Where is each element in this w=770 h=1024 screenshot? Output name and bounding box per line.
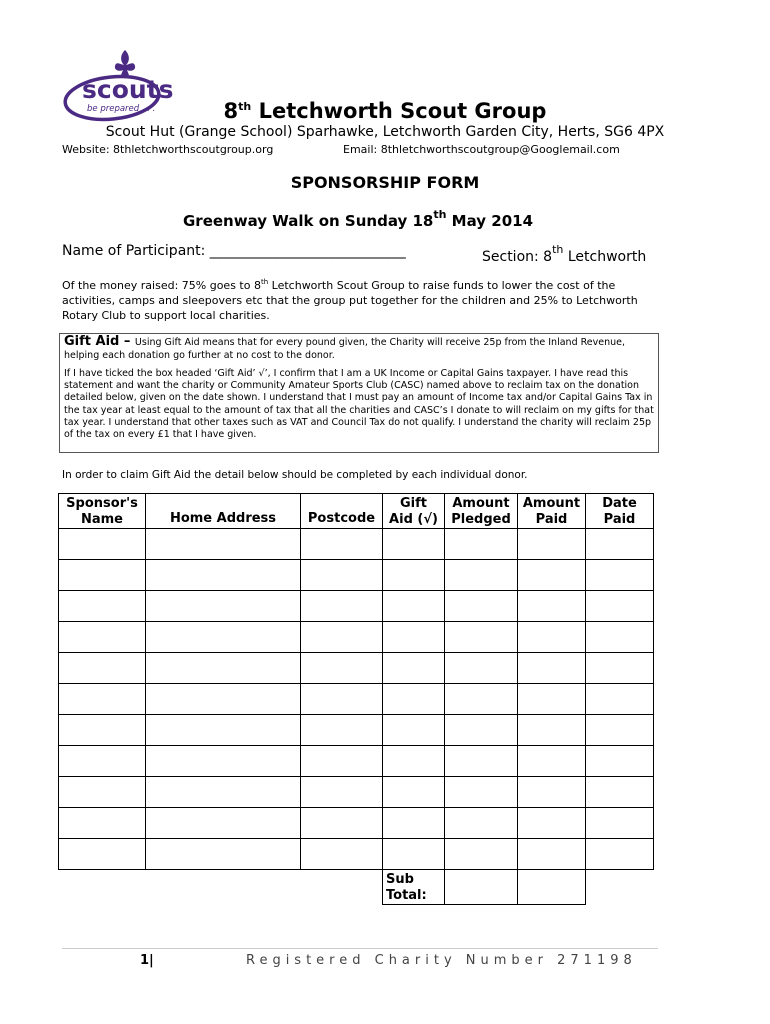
- svg-text:be prepared . . .: be prepared . . .: [87, 104, 156, 114]
- table-row[interactable]: [59, 653, 654, 684]
- participant-name-field[interactable]: Name of Participant: ____________________________: [62, 243, 406, 259]
- table-row[interactable]: [59, 777, 654, 808]
- table-row[interactable]: [59, 529, 654, 560]
- table-row[interactable]: [59, 839, 654, 870]
- table-row[interactable]: [59, 560, 654, 591]
- fleur-de-lis-icon: [115, 50, 135, 75]
- event-title: Greenway Walk on Sunday 18th May 2014: [182, 208, 534, 230]
- gift-aid-note: In order to claim Gift Aid the detail below should be completed by each individual donor.: [62, 469, 528, 481]
- sponsor-table: [58, 493, 654, 905]
- gift-aid-declaration: If I have ticked the box headed ‘Gift Aid’ √’, I confirm that I am a UK Income or Capital Gains taxpayer. I have read this statement and want the charity or Community Amateur Sports Club (CASC) named above to reclaim tax on the donation detailed below, given on the date shown. I understand that I must pay an amount of Income tax and/or Capital Gains Tax in the tax year at least equal to the amount of tax that all the charities and CASC’s I donate to will reclaim on my gifts for that tax year. I understand that other taxes such as VAT and Council Tax do not qualify. I understand the charity will reclaim 25p of the tax on every £1 that I have given.: [64, 368, 654, 441]
- footer-divider: [62, 948, 658, 949]
- subtotal-pledged[interactable]: [445, 870, 518, 905]
- money-statement: Of the money raised: 75% goes to 8th Letchworth Scout Group to raise funds to lower the cost of the activities, camps and sleepovers etc that the group put together for the children and 25% to Letchworth Rotary Club to support local charities.: [62, 278, 638, 322]
- col-gift-aid: Gift Aid (√): [383, 494, 445, 529]
- col-sponsor-name: Sponsor's Name: [59, 494, 146, 529]
- col-amount-paid: Amount Paid: [518, 494, 586, 529]
- table-row[interactable]: [59, 622, 654, 653]
- subtotal-row: [59, 870, 654, 905]
- email: Email: 8thletchworthscoutgroup@Googlemail.com: [343, 143, 620, 156]
- page-title: 8th Letchworth Scout Group: [223, 99, 547, 123]
- svg-text:scouts: scouts: [82, 75, 174, 104]
- website: Website: 8thletchworthscoutgroup.org: [62, 143, 274, 156]
- subtotal-label: Sub Total:: [383, 870, 445, 905]
- table-row[interactable]: [59, 808, 654, 839]
- gift-aid-box: [59, 333, 659, 453]
- form-title: SPONSORSHIP FORM: [290, 173, 480, 192]
- table-row[interactable]: [59, 715, 654, 746]
- section-field: Section: 8th Letchworth: [482, 243, 647, 265]
- table-row[interactable]: [59, 684, 654, 715]
- page-number: 1|: [140, 953, 154, 968]
- table-row[interactable]: [59, 591, 654, 622]
- col-date-paid: Date Paid: [586, 494, 654, 529]
- table-row[interactable]: [59, 746, 654, 777]
- col-amount-pledged: Amount Pledged: [445, 494, 518, 529]
- subtotal-paid[interactable]: [518, 870, 586, 905]
- charity-number: Registered Charity Number 271198: [246, 953, 637, 968]
- col-home-address: Home Address: [146, 494, 301, 529]
- table-header: [59, 494, 654, 529]
- group-address: Scout Hut (Grange School) Sparhawke, Letchworth Garden City, Herts, SG6 4PX: [105, 124, 665, 140]
- col-postcode: Postcode: [301, 494, 383, 529]
- gift-aid-intro: Gift Aid – Using Gift Aid means that for every pound given, the Charity will receive 25p from the Inland Revenue, helping each donation go further at no cost to the donor.: [64, 334, 626, 361]
